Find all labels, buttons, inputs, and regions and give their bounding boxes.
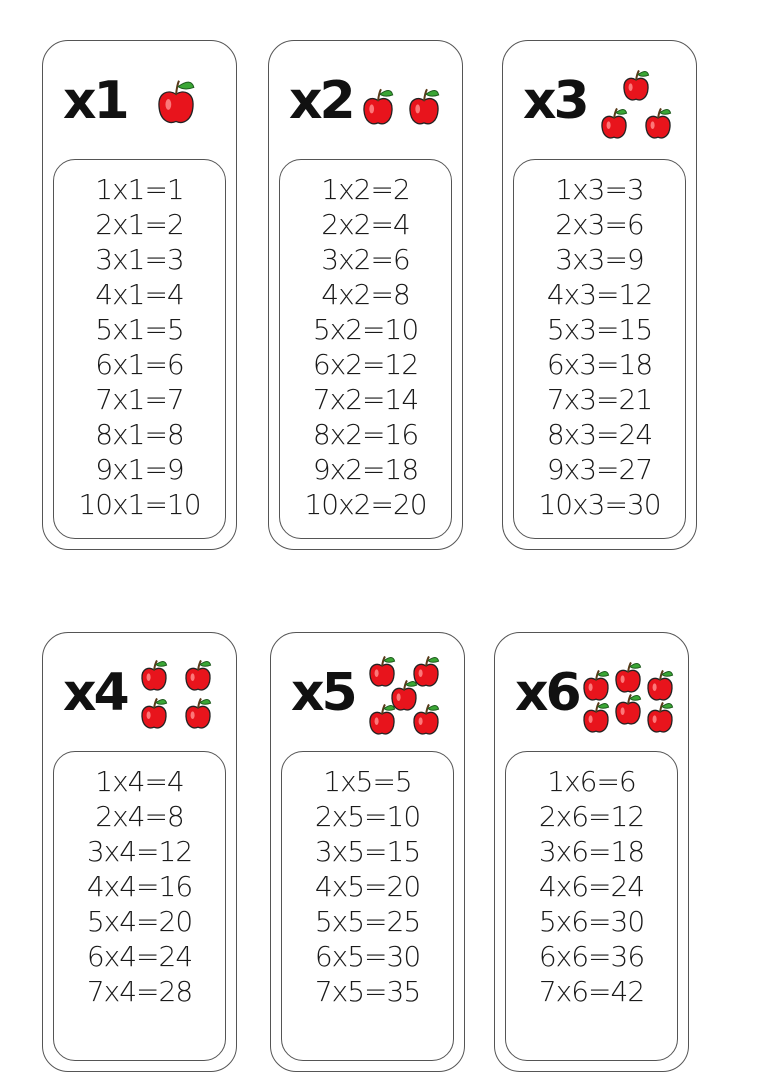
apple-icon (364, 89, 393, 123)
apple-icon (410, 89, 439, 123)
apple-icon (370, 704, 395, 734)
apple-icon (142, 660, 167, 690)
equation-line: 9x2=18 (312, 453, 419, 486)
card-title: x2 (289, 71, 353, 131)
equation-box (279, 159, 452, 539)
equation-list (514, 172, 685, 522)
equation-line: 3x5=15 (314, 835, 421, 868)
card-header (503, 41, 696, 157)
equation-box (505, 751, 678, 1061)
equation-line: 10x3=30 (538, 488, 661, 521)
apple-icon (602, 108, 627, 138)
apple-group (128, 651, 224, 741)
equation-line: 4x3=12 (546, 278, 653, 311)
card-title: x6 (515, 663, 579, 723)
equation-line: 5x3=15 (546, 313, 653, 346)
equation-line: 2x4=8 (95, 800, 184, 833)
card-title: x3 (523, 71, 587, 131)
apple-group (128, 59, 224, 149)
equation-line: 4x5=20 (314, 870, 421, 903)
equation-line: 3x1=3 (95, 243, 184, 276)
times-table-card-x2 (268, 40, 463, 550)
equation-line: 7x1=7 (95, 383, 184, 416)
equation-list (280, 172, 451, 522)
apple-icon (584, 670, 609, 700)
apple-group (356, 651, 452, 741)
equation-line: 1x3=3 (555, 173, 644, 206)
equation-line: 2x1=2 (95, 208, 184, 241)
equation-line: 3x6=18 (538, 835, 645, 868)
apple-group (588, 59, 684, 149)
equation-box (281, 751, 454, 1061)
equation-line: 3x2=6 (321, 243, 410, 276)
equation-line: 1x1=1 (95, 173, 184, 206)
equation-line: 4x2=8 (321, 278, 410, 311)
card-header (269, 41, 462, 157)
apple-icon (648, 702, 673, 732)
apple-icon (142, 698, 167, 728)
equation-line: 6x2=12 (312, 348, 419, 381)
apple-icon (186, 698, 211, 728)
card-header (495, 633, 688, 749)
equation-line: 4x6=24 (538, 870, 645, 903)
apple-icon (159, 81, 194, 123)
apple-icon (584, 702, 609, 732)
equation-line: 2x6=12 (538, 800, 645, 833)
equation-box (513, 159, 686, 539)
equation-box (53, 751, 226, 1061)
equation-line: 2x2=4 (321, 208, 410, 241)
apple-icon (186, 660, 211, 690)
equation-line: 2x3=6 (555, 208, 644, 241)
equation-line: 7x2=14 (312, 383, 419, 416)
equation-line: 5x4=20 (86, 905, 193, 938)
card-header (43, 41, 236, 157)
equation-line: 9x1=9 (95, 453, 184, 486)
equation-line: 6x1=6 (95, 348, 184, 381)
equation-line: 7x6=42 (538, 975, 645, 1008)
equation-line: 8x2=16 (312, 418, 419, 451)
equation-line: 4x1=4 (95, 278, 184, 311)
card-title: x5 (291, 663, 355, 723)
equation-line: 8x3=24 (546, 418, 653, 451)
times-table-card-x4 (42, 632, 237, 1072)
equation-line: 1x4=4 (95, 765, 184, 798)
equation-list (506, 764, 677, 1009)
equation-list (282, 764, 453, 1009)
equation-line: 1x6=6 (547, 765, 636, 798)
equation-line: 8x1=8 (95, 418, 184, 451)
apple-icon (414, 704, 439, 734)
equation-line: 1x2=2 (321, 173, 410, 206)
equation-line: 6x6=36 (538, 940, 645, 973)
apple-group (354, 59, 450, 149)
times-table-card-x5 (270, 632, 465, 1072)
equation-line: 5x6=30 (538, 905, 645, 938)
apple-icon (624, 70, 649, 100)
apple-group (580, 651, 676, 741)
equation-line: 6x5=30 (314, 940, 421, 973)
equation-line: 5x5=25 (314, 905, 421, 938)
equation-line: 9x3=27 (546, 453, 653, 486)
equation-line: 5x1=5 (95, 313, 184, 346)
apple-icon (616, 662, 641, 692)
equation-line: 7x4=28 (86, 975, 193, 1008)
card-title: x1 (63, 71, 127, 131)
apple-icon (646, 108, 671, 138)
equation-line: 10x1=10 (78, 488, 201, 521)
equation-line: 6x3=18 (546, 348, 653, 381)
equation-line: 1x5=5 (323, 765, 412, 798)
equation-line: 3x4=12 (86, 835, 193, 868)
times-table-card-x1 (42, 40, 237, 550)
apple-icon (648, 670, 673, 700)
equation-line: 3x3=9 (555, 243, 644, 276)
apple-icon (616, 694, 641, 724)
apple-icon (392, 680, 417, 710)
card-header (43, 633, 236, 749)
equation-line: 5x2=10 (312, 313, 419, 346)
times-table-card-x6 (494, 632, 689, 1072)
equation-line: 7x3=21 (546, 383, 653, 416)
equation-line: 10x2=20 (304, 488, 427, 521)
equation-list (54, 764, 225, 1009)
equation-line: 6x4=24 (86, 940, 193, 973)
equation-line: 4x4=16 (86, 870, 193, 903)
apple-icon (370, 656, 395, 686)
card-header (271, 633, 464, 749)
equation-line: 7x5=35 (314, 975, 421, 1008)
equation-list (54, 172, 225, 522)
times-table-card-x3 (502, 40, 697, 550)
equation-line: 2x5=10 (314, 800, 421, 833)
card-title: x4 (63, 663, 127, 723)
equation-box (53, 159, 226, 539)
apple-icon (414, 656, 439, 686)
